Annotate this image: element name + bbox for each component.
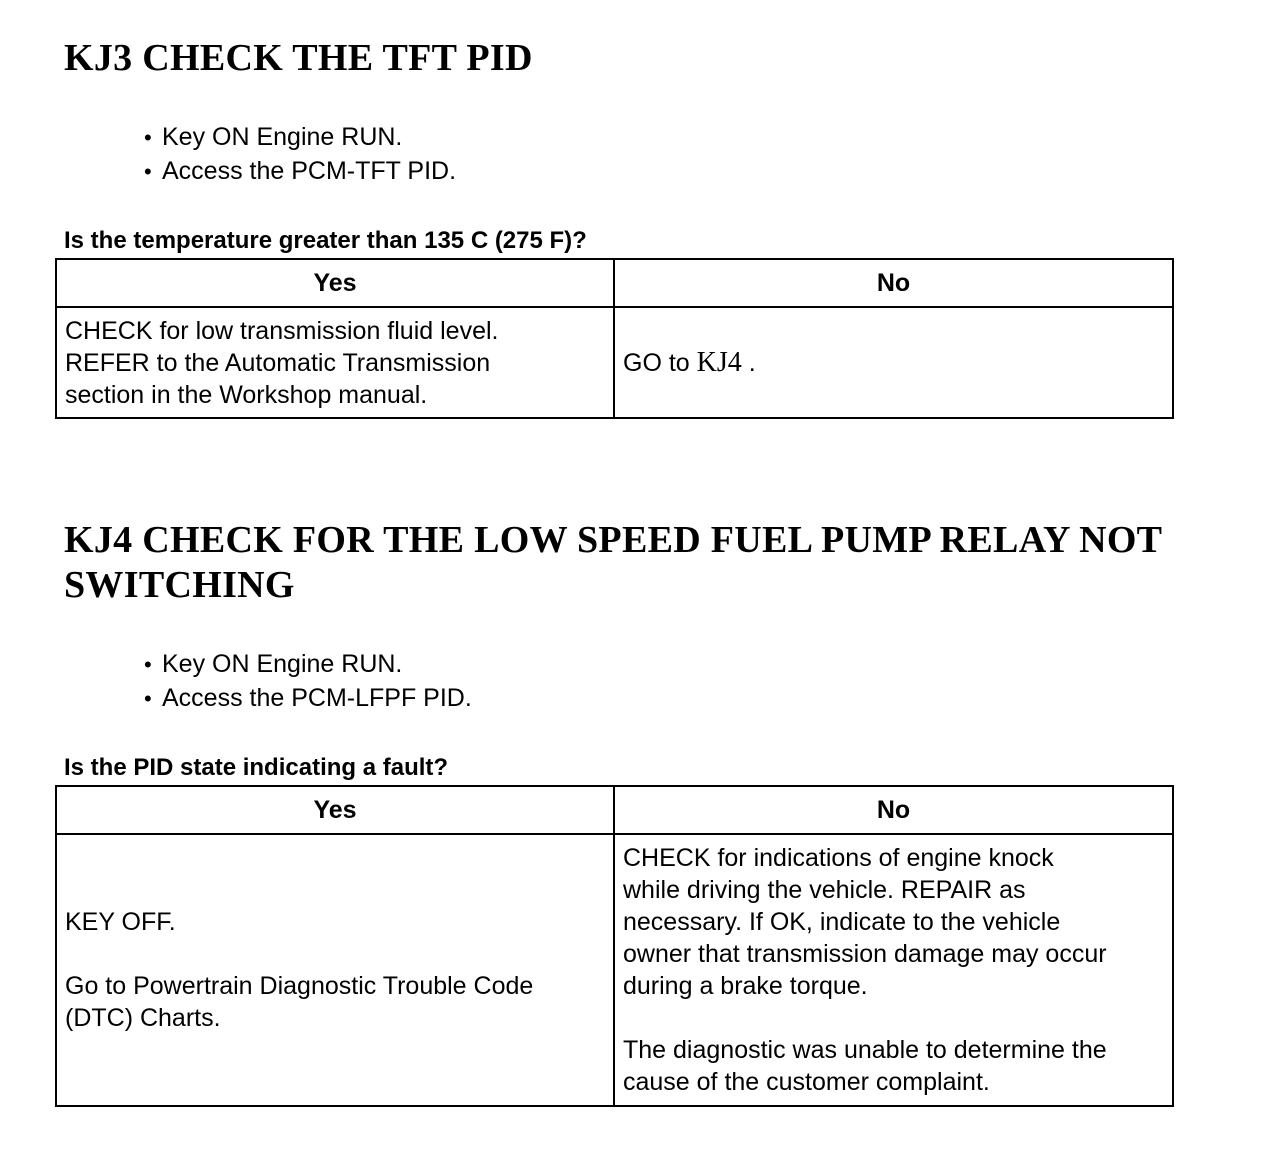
kj4-no-line-2: while driving the vehicle. REPAIR as: [623, 876, 1026, 904]
kj4-heading: [64, 518, 1224, 608]
kj4-yes-line-3: (DTC) Charts.: [65, 1004, 221, 1032]
kj3-heading: KJ3 CHECK THE TFT PID: [64, 37, 533, 79]
kj4-no-header: No: [614, 786, 1173, 834]
kj4-question: Is the PID state indicating a fault?: [64, 754, 449, 781]
kj4-result-table: [55, 785, 1174, 1107]
kj3-no-header: No: [614, 259, 1173, 307]
kj3-yes-cell: [56, 307, 614, 418]
kj4-step-2: • Access the PCM-LFPF PID.: [144, 681, 472, 715]
kj3-yes-line-1: CHECK for low transmission fluid level.: [65, 316, 499, 345]
kj3-no-suffix: .: [748, 348, 756, 377]
kj4-yes-line-2: Go to Powertrain Diagnostic Trouble Code: [65, 972, 534, 1000]
kj4-no-cell: [614, 834, 1173, 1106]
kj3-step-1: • Key ON Engine RUN.: [144, 120, 456, 154]
kj3-no-cell: [614, 307, 1173, 418]
kj3-yes-line-2: REFER to the Automatic Transmission: [65, 348, 491, 377]
kj4-heading-line-2: SWITCHING: [64, 564, 295, 606]
kj4-step-1: • Key ON Engine RUN.: [144, 647, 472, 681]
kj4-yes-line-1: KEY OFF.: [65, 908, 176, 936]
kj4-heading-line-1: KJ4 CHECK FOR THE LOW SPEED FUEL PUMP RELAY NOT: [64, 519, 1163, 561]
kj3-yes-header: Yes: [56, 259, 614, 307]
kj4-no-line-6: The diagnostic was unable to determine the: [623, 1036, 1107, 1064]
kj4-yes-header: Yes: [56, 786, 614, 834]
kj4-link[interactable]: KJ4: [696, 346, 742, 378]
kj3-steps: [144, 120, 456, 188]
kj3-result-table: [55, 258, 1174, 419]
kj4-no-line-3: necessary. If OK, indicate to the vehicle: [623, 908, 1061, 936]
kj4-no-line-5: during a brake torque.: [623, 972, 868, 1000]
kj3-no-prefix: GO to: [623, 348, 690, 377]
kj4-no-line-7: cause of the customer complaint.: [623, 1068, 990, 1096]
kj4-yes-cell: [56, 834, 614, 1106]
kj4-steps: [144, 647, 472, 715]
kj4-no-line-1: CHECK for indications of engine knock: [623, 844, 1054, 872]
kj3-yes-line-3: section in the Workshop manual.: [65, 380, 428, 409]
kj4-no-line-4: owner that transmission damage may occur: [623, 940, 1107, 968]
kj3-question: Is the temperature greater than 135 C (275 F)?: [64, 227, 587, 254]
kj3-step-2: • Access the PCM-TFT PID.: [144, 154, 456, 188]
